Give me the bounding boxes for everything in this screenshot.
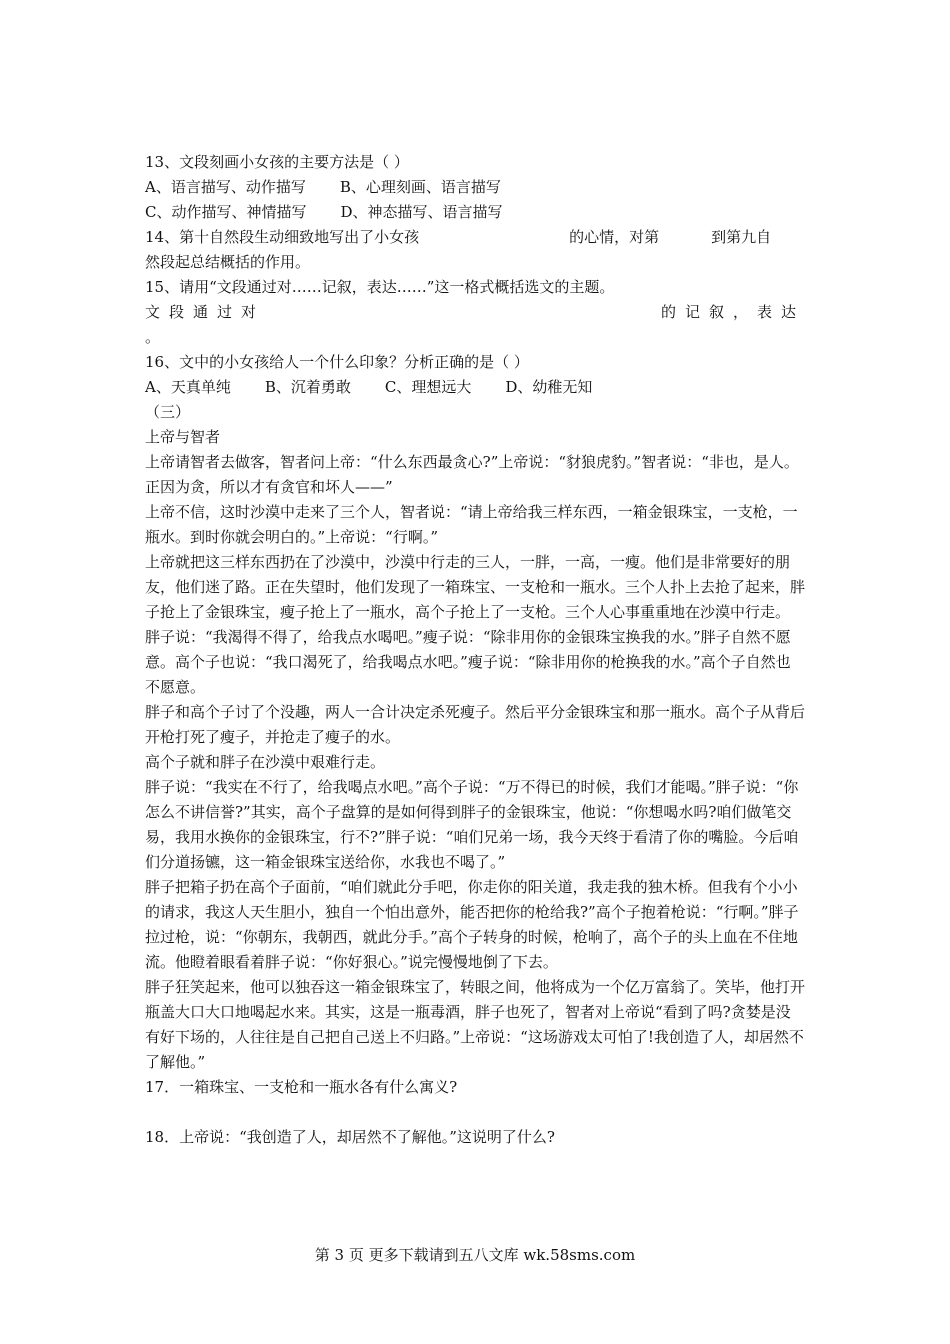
- story-paragraph: 上帝请智者去做客，智者问上帝：“什么东西最贪心?”上帝说：“豺狼虎豹。”智者说：“非也，是人。正因为贪，所以才有贪官和坏人——”: [145, 453, 799, 496]
- question-16-options: [145, 375, 805, 400]
- option-d: D、幼稚无知: [505, 378, 593, 396]
- story-paragraph: 胖子说：“我实在不行了，给我喝点水吧。”高个子说：“万不得已的时候，我们才能喝。”胖子说：“你怎么不讲信誉?”其实，高个子盘算的是如何得到胖子的金银珠宝，他说：“你想喝水吗?咱们做笔交易，我用水换你的金银珠宝，行不?”胖子说：“咱们兄弟一场，我今天终于看清了你的嘴脸。今后咱们分道扬镳，这一箱金银珠宝送给你，水我也不喝了。”: [145, 778, 799, 871]
- question-13-options-row-1: [145, 175, 805, 200]
- option-b: B、心理刻画、语言描写: [339, 178, 501, 196]
- story-title: 上帝与智者: [145, 428, 221, 446]
- question-15-end: 。: [145, 328, 161, 346]
- story-paragraph: 胖子和高个子讨了个没趣，两人一合计决定杀死瘦子。然后平分金银珠宝和那一瓶水。高个子从背后开枪打死了瘦子，并抢走了瘦子的水。: [145, 703, 806, 746]
- question-14: [145, 225, 805, 250]
- story-paragraph: 上帝就把这三样东西扔在了沙漠中，沙漠中行走的三人，一胖，一高，一瘦。他们是非常要好的朋友，他们迷了路。正在失望时，他们发现了一箱珠宝、一支枪和一瓶水。三个人扑上去抢了起来，胖子抢上了金银珠宝，瘦子抢上了一瓶水，高个子抢上了一支枪。三个人心事重重地在沙漠中行走。: [145, 553, 806, 621]
- question-13-options-row-2: [145, 200, 805, 225]
- question-15: 15、请用“文段通过对……记叙，表达……”这一格式概括选文的主题。: [145, 278, 615, 296]
- question-15-answer-line: [145, 300, 805, 325]
- question-14-text-2: 的心情，对第: [569, 228, 660, 246]
- question-16: 16、文中的小女孩给人一个什么印象？分析正确的是（ ）: [145, 353, 529, 371]
- question-14-line-2: 然段起总结概括的作用。: [145, 253, 311, 271]
- option-d: D、神态描写、语言描写: [340, 203, 503, 221]
- page-footer: 第 3 页 更多下载请到五八文库 wk.58sms.com: [314, 1246, 636, 1264]
- story-paragraph: 胖子狂笑起来，他可以独吞这一箱金银珠宝了，转眼之间，他将成为一个亿万富翁了。笑毕，他打开瓶盖大口大口地喝起水来。其实，这是一瓶毒酒，胖子也死了，智者对上帝说“看到了吗?贪婪是没有好下场的，人往往是自己把自己送上不归路。”上帝说：“这场游戏太可怕了!我创造了人，却居然不了解他。”: [145, 978, 806, 1071]
- option-c: C、理想远大: [384, 378, 472, 396]
- option-b: B、沉着勇敢: [264, 378, 351, 396]
- section-heading: （三）: [145, 403, 191, 421]
- question-14-text-3: 到第九自: [711, 228, 772, 246]
- option-c: C、动作描写、神情描写: [145, 203, 307, 221]
- question-17: 17．一箱珠宝、一支枪和一瓶水各有什么寓义?: [145, 1078, 458, 1096]
- answer-space: [145, 1100, 805, 1125]
- question-15-right: 的记叙，表达: [660, 303, 805, 321]
- page-content: [145, 150, 805, 1150]
- story-paragraph: 上帝不信，这时沙漠中走来了三个人，智者说：“请上帝给我三样东西，一箱金银珠宝，一支枪，一瓶水。到时你就会明白的。”上帝说：“行啊。”: [145, 503, 798, 546]
- story-paragraph: 胖子说：“我渴得不得了，给我点水喝吧。”瘦子说：“除非用你的金银珠宝换我的水。”胖子自然不愿意。高个子也说：“我口渴死了，给我喝点水吧。”瘦子说：“除非用你的枪换我的水。”高个子自然也不愿意。: [145, 628, 791, 696]
- story-paragraph: 胖子把箱子扔在高个子面前，“咱们就此分手吧，你走你的阳关道，我走我的独木桥。但我有个小小的请求，我这人天生胆小，独自一个怕出意外，能否把你的枪给我?”高个子抱着枪说：“行啊。”胖子拉过枪，说：“你朝东，我朝西，就此分手。”高个子转身的时候，枪响了，高个子的头上血在不住地流。他瞪着眼看着胖子说：“你好狠心。”说完慢慢地倒了下去。: [145, 878, 799, 971]
- option-a: A、语言描写、动作描写: [145, 178, 306, 196]
- option-a: A、天真单纯: [145, 378, 231, 396]
- question-13: 13、文段刻画小女孩的主要方法是（ ）: [145, 153, 409, 171]
- question-14-text-1: 14、第十自然段生动细致地写出了小女孩: [145, 228, 420, 246]
- story-paragraph: 高个子就和胖子在沙漠中艰难行走。: [145, 753, 386, 771]
- question-18: 18．上帝说：“我创造了人，却居然不了解他。”这说明了什么?: [145, 1128, 555, 1146]
- question-15-left: 文段通过对: [145, 303, 266, 321]
